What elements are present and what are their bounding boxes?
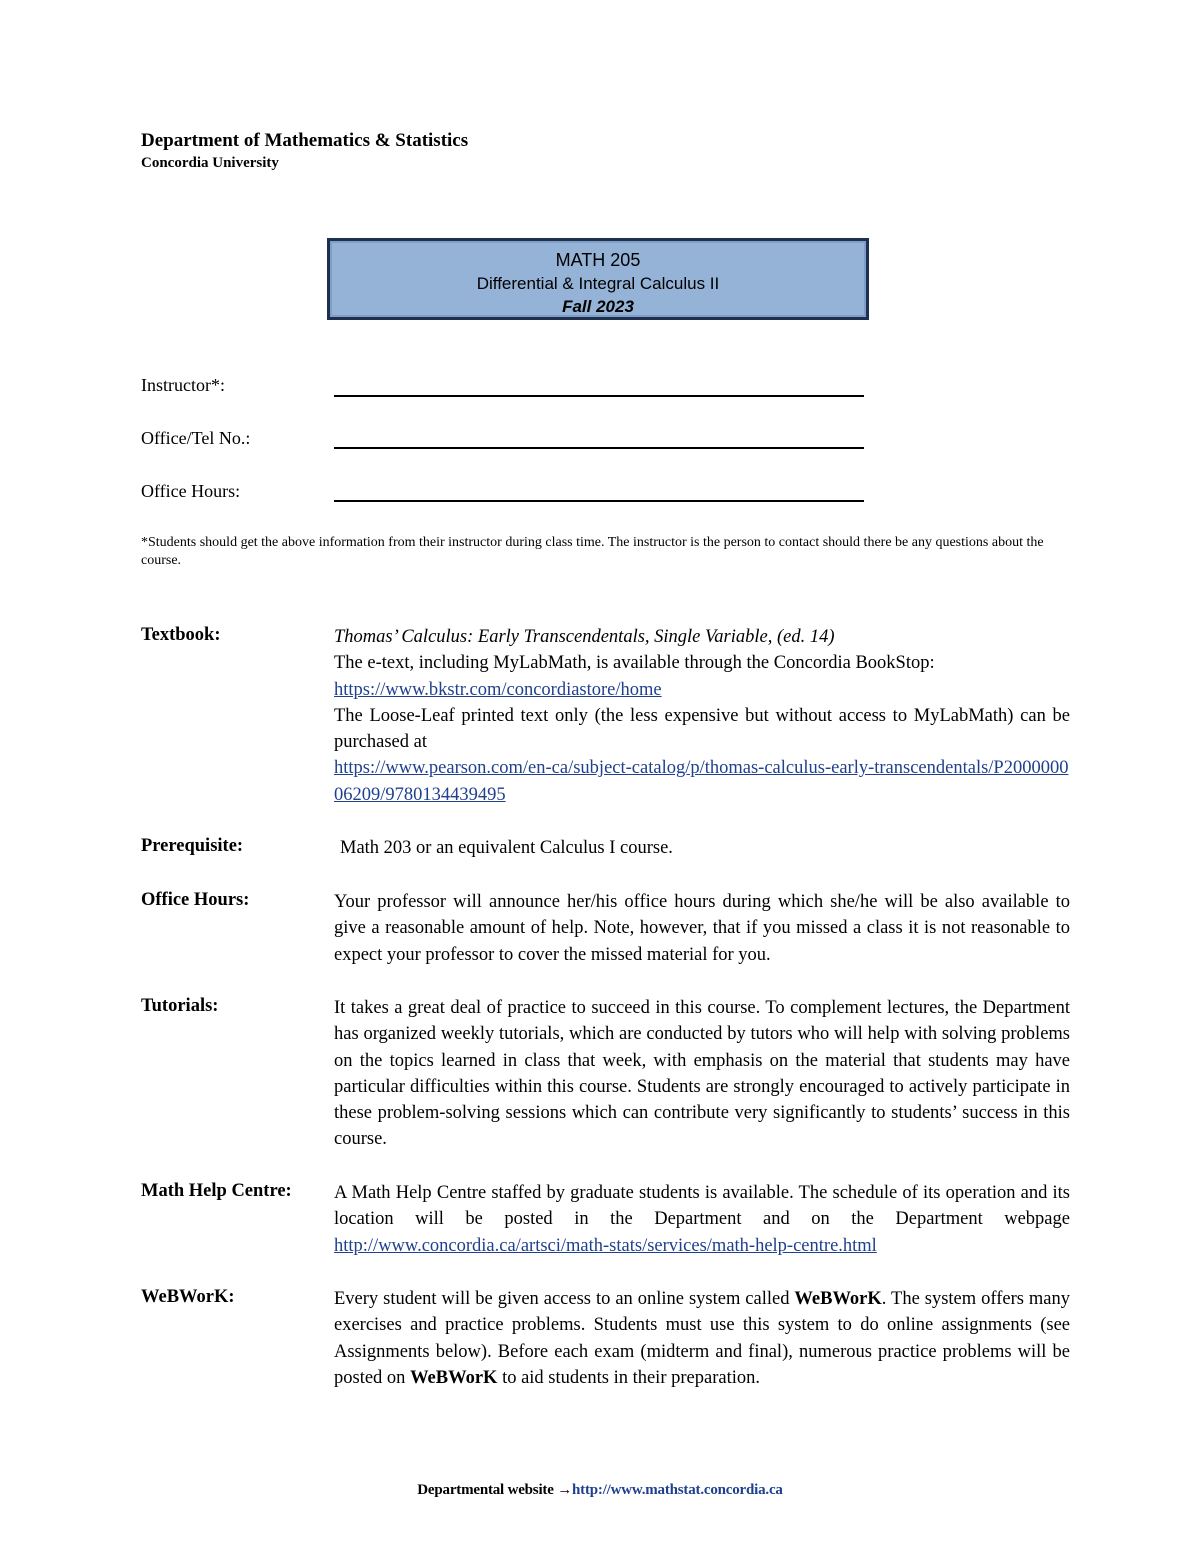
page-footer (0, 1482, 1200, 1499)
office-label: Office/Tel No.: (141, 428, 251, 448)
webwork-bold-1: WeBWorK (794, 1289, 882, 1309)
webwork-text-2: . The system offers many exercises and practice problems. Students must use this system to do online assignments (see Assignments below). Before each exam (midterm and final), numerous practice problems will be posted on (334, 1289, 1070, 1388)
textbook-body (334, 624, 1070, 808)
tutorials-text: It takes a great deal of practice to succeed in this course. To complement lectures, the Department has organized weekly tutorials, which are conducted by tutors who will help with solving problems on the topics learned in class that week, with emphasis on the material that students may have particular difficulties within this course. Students are strongly encouraged to actively participate in these problem-solving sessions which can contribute very significantly to students’ success in this course. (334, 998, 1070, 1150)
textbook-looseleaf-line: The Loose-Leaf printed text only (the less expensive but without access to MyLabMath) can be purchased at (334, 705, 1070, 753)
course-title-box (327, 238, 869, 320)
course-code: MATH 205 (555, 250, 641, 270)
textbook-label: Textbook: (141, 625, 221, 645)
help-centre-text: A Math Help Centre staffed by graduate students is available. The schedule of its operation and its location will be posted in the Department and on the Department webpage (334, 1183, 1070, 1230)
pearson-link[interactable]: https://www.pearson.com/en-ca/subject-catalog/p/thomas-calculus-early-transcendentals/P200000006209/9780134439495 (334, 758, 1069, 805)
tutorials-label: Tutorials: (141, 996, 219, 1016)
webwork-text-1: Every student will be given access to an online system called (334, 1289, 795, 1309)
instructor-note: *Students should get the above information from their instructor during class time. The instructor is the person to contact should there be any questions about the course. (141, 535, 1044, 568)
webwork-label: WeBWorK: (141, 1287, 235, 1307)
course-name: Differential & Integral Calculus II (476, 274, 720, 293)
prerequisite-label: Prerequisite: (141, 836, 244, 856)
webwork-text-3: to aid students in their preparation. (497, 1367, 760, 1388)
bookstop-link[interactable]: https://www.bkstr.com/concordiastore/home (334, 679, 662, 700)
webwork-body (334, 1286, 1070, 1391)
webwork-bold-2: WeBWorK (410, 1367, 498, 1388)
course-term: Fall 2023 (562, 297, 634, 316)
office-line (334, 447, 864, 449)
help-centre-link[interactable]: http://www.concordia.ca/artsci/math-stats/services/math-help-centre.html (334, 1235, 877, 1256)
help-centre-body (334, 1180, 1070, 1259)
help-centre-label: Math Help Centre: (141, 1181, 292, 1201)
department-name: Department of Mathematics & Statistics (141, 130, 469, 151)
university-name: Concordia University (141, 155, 279, 171)
textbook-etext-line: The e-text, including MyLabMath, is available through the Concordia BookStop: (334, 653, 935, 674)
office-hours-text: Your professor will announce her/his office hours during which she/he will be also available to give a reasonable amount of help. Note, however, that if you missed a class it is not reasonable to expect your professor to cover the missed material for you. (334, 892, 1070, 965)
textbook-title: Thomas’ Calculus: Early Transcendentals, Single Variable, (ed. 14) (334, 627, 835, 647)
office-hours-section-label: Office Hours: (141, 890, 250, 910)
footer-label: Departmental website (417, 1482, 558, 1498)
office-hours-line (334, 500, 864, 502)
department-website-link[interactable]: http://www.mathstat.concordia.ca (572, 1482, 783, 1498)
prerequisite-text: Math 203 or an equivalent Calculus I course. (340, 838, 673, 858)
instructor-label: Instructor*: (141, 375, 225, 395)
arrow-right-icon: → (557, 1482, 573, 1498)
instructor-line (334, 395, 864, 397)
office-hours-label: Office Hours: (141, 481, 241, 501)
